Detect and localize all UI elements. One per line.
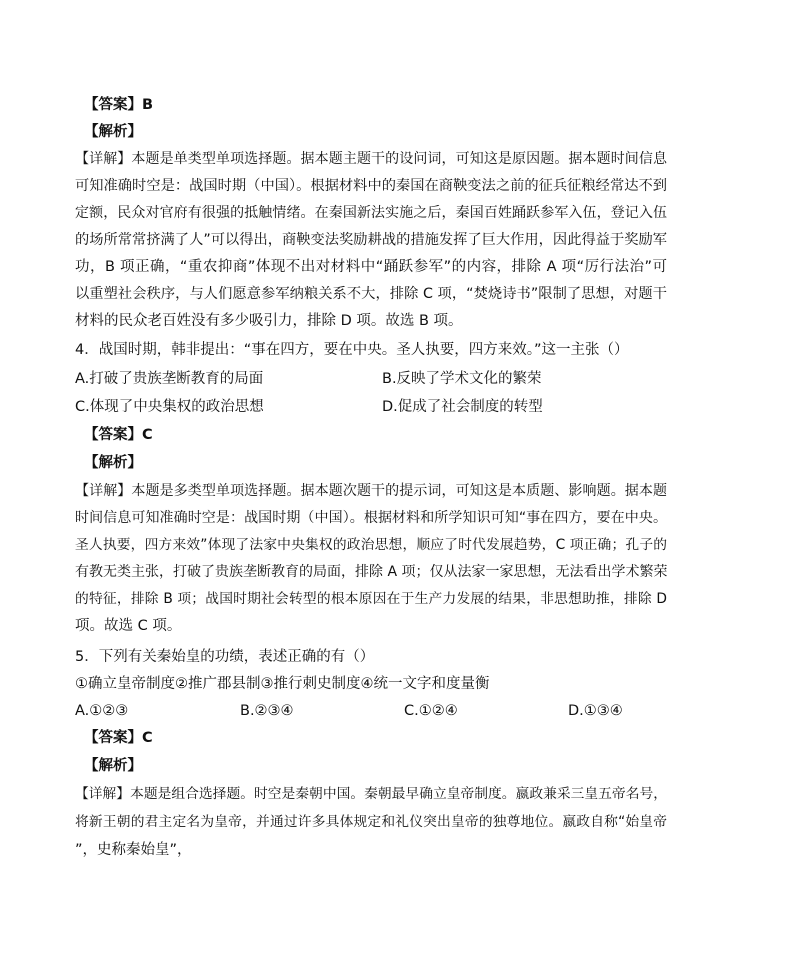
answer-label: 【答案】 <box>84 730 142 746</box>
detail-line: 圣人执要，四方来效”体现了法家中央集权的政治思想，顺应了时代发展趋势，C 项正确；孔子的 <box>75 537 667 553</box>
option-d: D.①③④ <box>568 703 623 719</box>
answer-value: B <box>142 97 154 113</box>
answer-line <box>84 425 153 445</box>
analysis-label: 【解析】 <box>84 758 142 774</box>
option-c: C.体现了中央集权的政治思想 <box>75 399 264 415</box>
question-items: ①确立皇帝制度②推广郡县制③推行刺史制度④统一文字和度量衡 <box>75 676 490 692</box>
detail-line: 定额，民众对官府有很强的抵触情绪。在秦国新法实施之后，秦国百姓踊跃参军入伍，登记入伍 <box>75 205 667 221</box>
detail-line: 将新王朝的君主定名为皇帝，并通过许多具体规定和礼仪突出皇帝的独尊地位。嬴政自称“始皇帝 <box>75 814 667 830</box>
detail-line: 的特征，排除 B 项；战国时期社会转型的根本原因在于生产力发展的结果，非思想助推，排除 D <box>75 591 667 607</box>
option-b: B.反映了学术文化的繁荣 <box>382 371 542 387</box>
detail-line: 的场所常常挤满了人”可以得出，商鞅变法奖励耕战的措施发挥了巨大作用，因此得益于奖励军 <box>75 232 667 248</box>
answer-line <box>84 728 153 748</box>
answer-value: C <box>142 427 153 443</box>
option-d: D.促成了社会制度的转型 <box>382 399 543 415</box>
detail-line: 材料的民众老百姓没有多少吸引力，排除 D 项。故选 B 项。 <box>75 313 463 329</box>
analysis-label: 【解析】 <box>84 455 142 471</box>
analysis-label: 【解析】 <box>84 124 142 140</box>
option-c: C.①②④ <box>404 703 458 719</box>
detail-line: 可知准确时空是：战国时期（中国）。根据材料中的秦国在商鞅变法之前的征兵征粮经常达不到 <box>75 178 667 194</box>
detail-line: 功，B 项正确，“重农抑商”体现不出对材料中“踊跃参军”的内容，排除 A 项“厉行法治”可 <box>75 259 667 275</box>
detail-line: 有教无类主张，打破了贵族垄断教育的局面，排除 A 项；仅从法家一家思想，无法看出学术繁荣 <box>75 564 668 580</box>
question-stem: 4．战国时期，韩非提出：“事在四方，要在中央。圣人执要，四方来效。”这一主张（） <box>75 342 629 358</box>
answer-line <box>84 95 153 115</box>
answer-label: 【答案】 <box>84 427 142 443</box>
question-stem: 5．下列有关秦始皇的功绩，表述正确的有（） <box>75 649 375 665</box>
answer-value: C <box>142 730 153 746</box>
detail-line: 项。故选 C 项。 <box>75 618 182 634</box>
detail-line: 【详解】本题是组合选择题。时空是秦朝中国。秦朝最早确立皇帝制度。嬴政兼采三皇五帝名号， <box>75 786 667 802</box>
answer-label: 【答案】 <box>84 97 142 113</box>
detail-line: 时间信息可知准确时空是：战国时期（中国）。根据材料和所学知识可知“事在四方，要在中央。 <box>75 510 667 526</box>
option-a: A.打破了贵族垄断教育的局面 <box>75 371 264 387</box>
option-b: B.②③④ <box>240 703 294 719</box>
detail-line: 【详解】本题是单类型单项选择题。据本题主题干的设问词，可知这是原因题。据本题时间信息 <box>75 151 667 167</box>
option-a: A.①②③ <box>75 703 129 719</box>
detail-line: ”，史称秦始皇”， <box>75 842 192 858</box>
detail-line: 以重塑社会秩序，与人们愿意参军纳粮关系不大，排除 C 项，“焚烧诗书”限制了思想，对题干 <box>75 286 667 302</box>
detail-line: 【详解】本题是多类型单项选择题。据本题次题干的提示词，可知这是本质题、影响题。据本题 <box>75 483 667 499</box>
